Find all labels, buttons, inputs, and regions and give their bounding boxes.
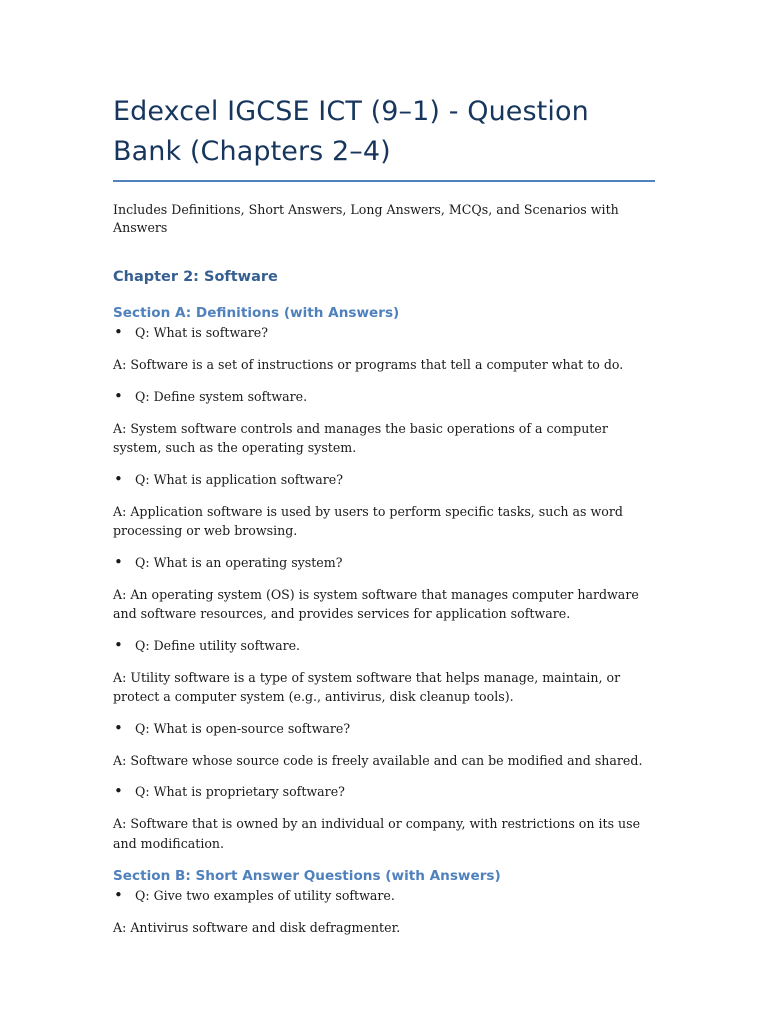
bullet-icon: • — [114, 782, 123, 800]
section-b-heading: Section B: Short Answer Questions (with Answers) — [113, 868, 501, 884]
answer-text: A: Software is a set of instructions or programs that tell a computer what to do. — [113, 357, 624, 372]
question-item — [113, 782, 655, 802]
question-list — [113, 470, 655, 490]
question-item — [113, 470, 655, 490]
question-list — [113, 886, 655, 906]
question-text: Q: What is software? — [135, 325, 268, 340]
question-list — [113, 782, 655, 802]
bullet-icon: • — [114, 635, 123, 654]
chapter-heading: Chapter 2: Software — [113, 269, 278, 285]
bullet-icon: • — [114, 323, 123, 341]
question-text: Q: What is application software? — [135, 471, 344, 487]
bullet-icon: • — [114, 469, 123, 488]
question-text: Q: What is proprietary software? — [135, 784, 345, 799]
bullet-icon: • — [114, 552, 123, 571]
question-list — [113, 636, 655, 656]
answer-text: A: System software controls and manages the basic operations of a computer system, such as the operating system. — [113, 420, 608, 455]
question-item — [113, 719, 655, 739]
question-item — [113, 553, 655, 573]
question-item — [113, 636, 655, 656]
answer-text: A: Software that is owned by an individual or company, with restrictions on its use and modification. — [113, 816, 641, 851]
bullet-icon: • — [114, 386, 123, 405]
question-item — [113, 886, 655, 906]
section-a-heading: Section A: Definitions (with Answers) — [113, 305, 400, 321]
question-list — [113, 387, 655, 407]
bullet-icon: • — [114, 886, 123, 904]
bullet-icon: • — [114, 718, 123, 737]
section-b-content — [113, 886, 655, 938]
document-subtitle: Includes Definitions, Short Answers, Long Answers, MCQs, and Scenarios with Answers — [113, 202, 619, 235]
question-item — [113, 323, 655, 343]
question-text: Q: What is an operating system? — [135, 554, 343, 570]
question-text: Q: Give two examples of utility software. — [135, 888, 395, 903]
question-list — [113, 553, 655, 573]
question-text: Q: Define system software. — [135, 388, 308, 404]
question-item — [113, 387, 655, 407]
answer-text: A: Antivirus software and disk defragmenter. — [113, 920, 401, 935]
answer-text: A: An operating system (OS) is system software that manages computer hardware and software resources, and provides services for application software. — [113, 586, 639, 621]
question-text: Q: What is open-source software? — [135, 720, 351, 736]
section-a-content — [113, 323, 655, 853]
question-list — [113, 719, 655, 739]
question-text: Q: Define utility software. — [135, 637, 301, 653]
answer-text: A: Application software is used by users to perform specific tasks, such as word processing or web browsing. — [113, 503, 623, 538]
answer-text: A: Software whose source code is freely available and can be modified and shared. — [113, 752, 643, 768]
question-list — [113, 323, 655, 343]
answer-text: A: Utility software is a type of system software that helps manage, maintain, or protect a computer system (e.g., antivirus, disk cleanup tools). — [113, 669, 621, 704]
document-title: Edexcel IGCSE ICT (9–1) - Question Bank (Chapters 2–4) — [113, 92, 655, 182]
